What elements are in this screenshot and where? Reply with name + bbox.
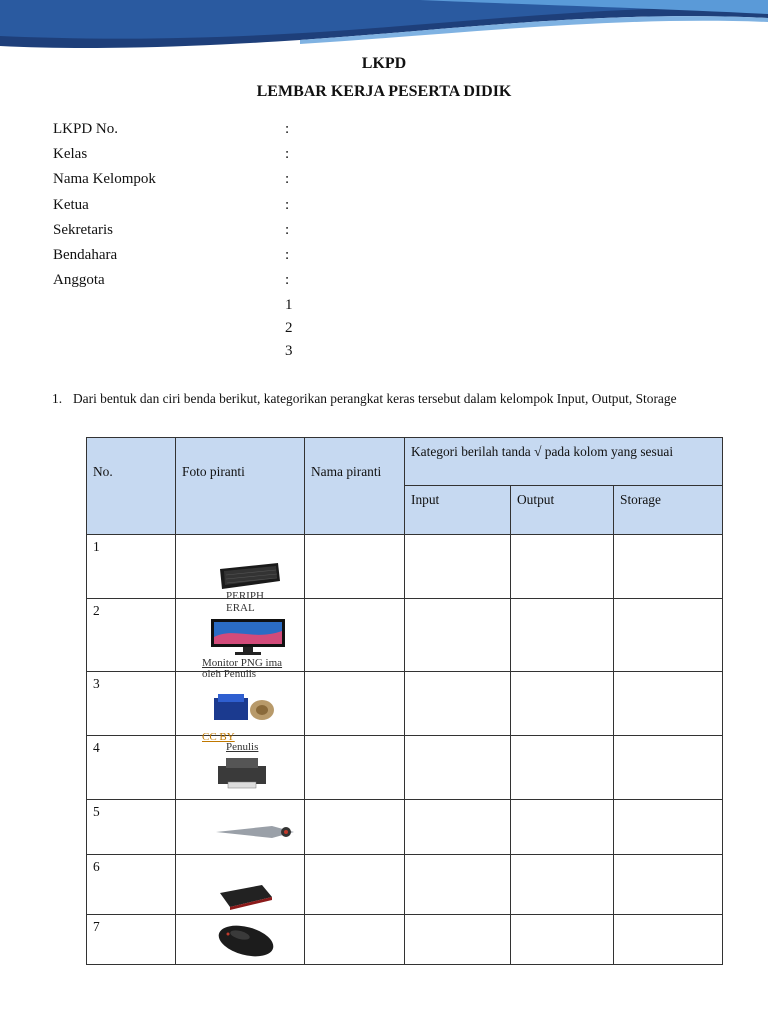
member-number: 3 bbox=[285, 343, 293, 359]
name-cell[interactable] bbox=[305, 855, 405, 915]
storage-check-cell[interactable] bbox=[614, 855, 723, 915]
image-credit: Penulis bbox=[226, 741, 259, 753]
input-check-cell[interactable] bbox=[405, 800, 511, 855]
mouse-icon bbox=[216, 921, 276, 961]
output-check-cell[interactable] bbox=[511, 535, 614, 599]
document-subtitle: LEMBAR KERJA PESERTA DIDIK bbox=[256, 83, 512, 100]
external-drive-icon bbox=[216, 881, 276, 911]
member-number: 1 bbox=[285, 297, 293, 313]
monitor-icon bbox=[209, 617, 287, 657]
header-wave-band bbox=[0, 0, 768, 60]
form-colon: : bbox=[285, 171, 290, 188]
form-label: Kelas bbox=[53, 146, 88, 163]
header-photo: Foto piranti bbox=[176, 438, 305, 535]
row-number: 6 bbox=[87, 855, 176, 915]
output-check-cell[interactable] bbox=[511, 800, 614, 855]
output-check-cell[interactable] bbox=[511, 672, 614, 736]
name-cell[interactable] bbox=[305, 672, 405, 736]
header-category: Kategori berilah tanda √ pada kolom yang sesuai bbox=[405, 438, 723, 486]
name-cell[interactable] bbox=[305, 915, 405, 965]
identity-form bbox=[53, 121, 453, 297]
input-check-cell[interactable] bbox=[405, 672, 511, 736]
photo-cell bbox=[176, 855, 305, 915]
row-number: 2 bbox=[87, 599, 176, 672]
form-row-ketua bbox=[53, 197, 453, 222]
form-colon: : bbox=[285, 146, 290, 163]
input-check-cell[interactable] bbox=[405, 855, 511, 915]
photo-cell bbox=[176, 731, 305, 800]
table-row bbox=[87, 915, 723, 965]
storage-check-cell[interactable] bbox=[614, 915, 723, 965]
form-label: Anggota bbox=[53, 272, 105, 289]
name-cell[interactable] bbox=[305, 599, 405, 672]
name-cell[interactable] bbox=[305, 800, 405, 855]
form-label: Ketua bbox=[53, 196, 89, 213]
form-colon: : bbox=[285, 121, 290, 137]
output-check-cell[interactable] bbox=[511, 599, 614, 672]
input-check-cell[interactable] bbox=[405, 736, 511, 800]
input-check-cell[interactable] bbox=[405, 599, 511, 672]
form-row-sekretaris bbox=[53, 222, 453, 247]
image-credit: PERIPH bbox=[226, 590, 264, 602]
form-row-lkpd-no bbox=[53, 121, 453, 146]
output-check-cell[interactable] bbox=[511, 736, 614, 800]
form-colon: : bbox=[285, 221, 290, 238]
image-credit: CC BY bbox=[202, 731, 235, 743]
image-credit: ERAL bbox=[226, 602, 255, 614]
header-no: No. bbox=[87, 438, 176, 535]
form-colon: : bbox=[285, 196, 290, 213]
table-row bbox=[87, 599, 723, 672]
question-number: 1. bbox=[52, 391, 63, 406]
storage-check-cell[interactable] bbox=[614, 535, 723, 599]
input-check-cell[interactable] bbox=[405, 915, 511, 965]
scanner-icon bbox=[212, 690, 276, 724]
form-label: LKPD No. bbox=[53, 121, 119, 137]
input-check-cell[interactable] bbox=[405, 535, 511, 599]
row-number: 5 bbox=[87, 800, 176, 855]
storage-check-cell[interactable] bbox=[614, 800, 723, 855]
name-cell[interactable] bbox=[305, 736, 405, 800]
name-cell[interactable] bbox=[305, 535, 405, 599]
storage-check-cell[interactable] bbox=[614, 672, 723, 736]
output-check-cell[interactable] bbox=[511, 915, 614, 965]
table-row bbox=[87, 535, 723, 599]
form-row-nama-kelompok bbox=[53, 171, 453, 196]
row-number: 4 bbox=[87, 736, 176, 800]
header-storage: Storage bbox=[614, 486, 723, 535]
form-row-bendahara bbox=[53, 247, 453, 272]
row-number: 3 bbox=[87, 672, 176, 736]
form-colon: : bbox=[285, 272, 290, 289]
header-output: Output bbox=[511, 486, 614, 535]
form-row-anggota bbox=[53, 272, 453, 297]
row-number: 1 bbox=[87, 535, 176, 599]
storage-check-cell[interactable] bbox=[614, 736, 723, 800]
webcam-icon bbox=[212, 818, 298, 842]
photo-cell bbox=[176, 535, 305, 599]
row-number: 7 bbox=[87, 915, 176, 965]
hardware-table bbox=[86, 437, 723, 965]
photo-cell bbox=[176, 800, 305, 855]
image-credit: oleh Penulis bbox=[202, 668, 257, 680]
printer-icon bbox=[214, 756, 270, 792]
form-label: Bendahara bbox=[53, 246, 118, 263]
storage-check-cell[interactable] bbox=[614, 599, 723, 672]
form-label: Nama Kelompok bbox=[53, 171, 156, 188]
document-title: LKPD bbox=[361, 55, 407, 72]
photo-cell bbox=[176, 915, 305, 965]
keyboard-icon bbox=[216, 559, 282, 591]
form-label: Sekretaris bbox=[53, 221, 113, 238]
photo-cell bbox=[176, 657, 305, 736]
output-check-cell[interactable] bbox=[511, 855, 614, 915]
question-1 bbox=[52, 391, 677, 407]
question-text: Dari bentuk dan ciri benda berikut, kategorikan perangkat keras tersebut dalam kelompok Input, Output, Storage bbox=[73, 391, 677, 406]
header-input: Input bbox=[405, 486, 511, 535]
form-row-kelas bbox=[53, 146, 453, 171]
form-colon: : bbox=[285, 246, 290, 263]
table-row bbox=[87, 800, 723, 855]
table-row bbox=[87, 855, 723, 915]
header-name: Nama piranti bbox=[305, 438, 405, 535]
table-row bbox=[87, 672, 723, 736]
table-row bbox=[87, 736, 723, 800]
image-credit: Monitor PNG ima bbox=[202, 657, 283, 669]
member-number: 2 bbox=[285, 320, 293, 336]
